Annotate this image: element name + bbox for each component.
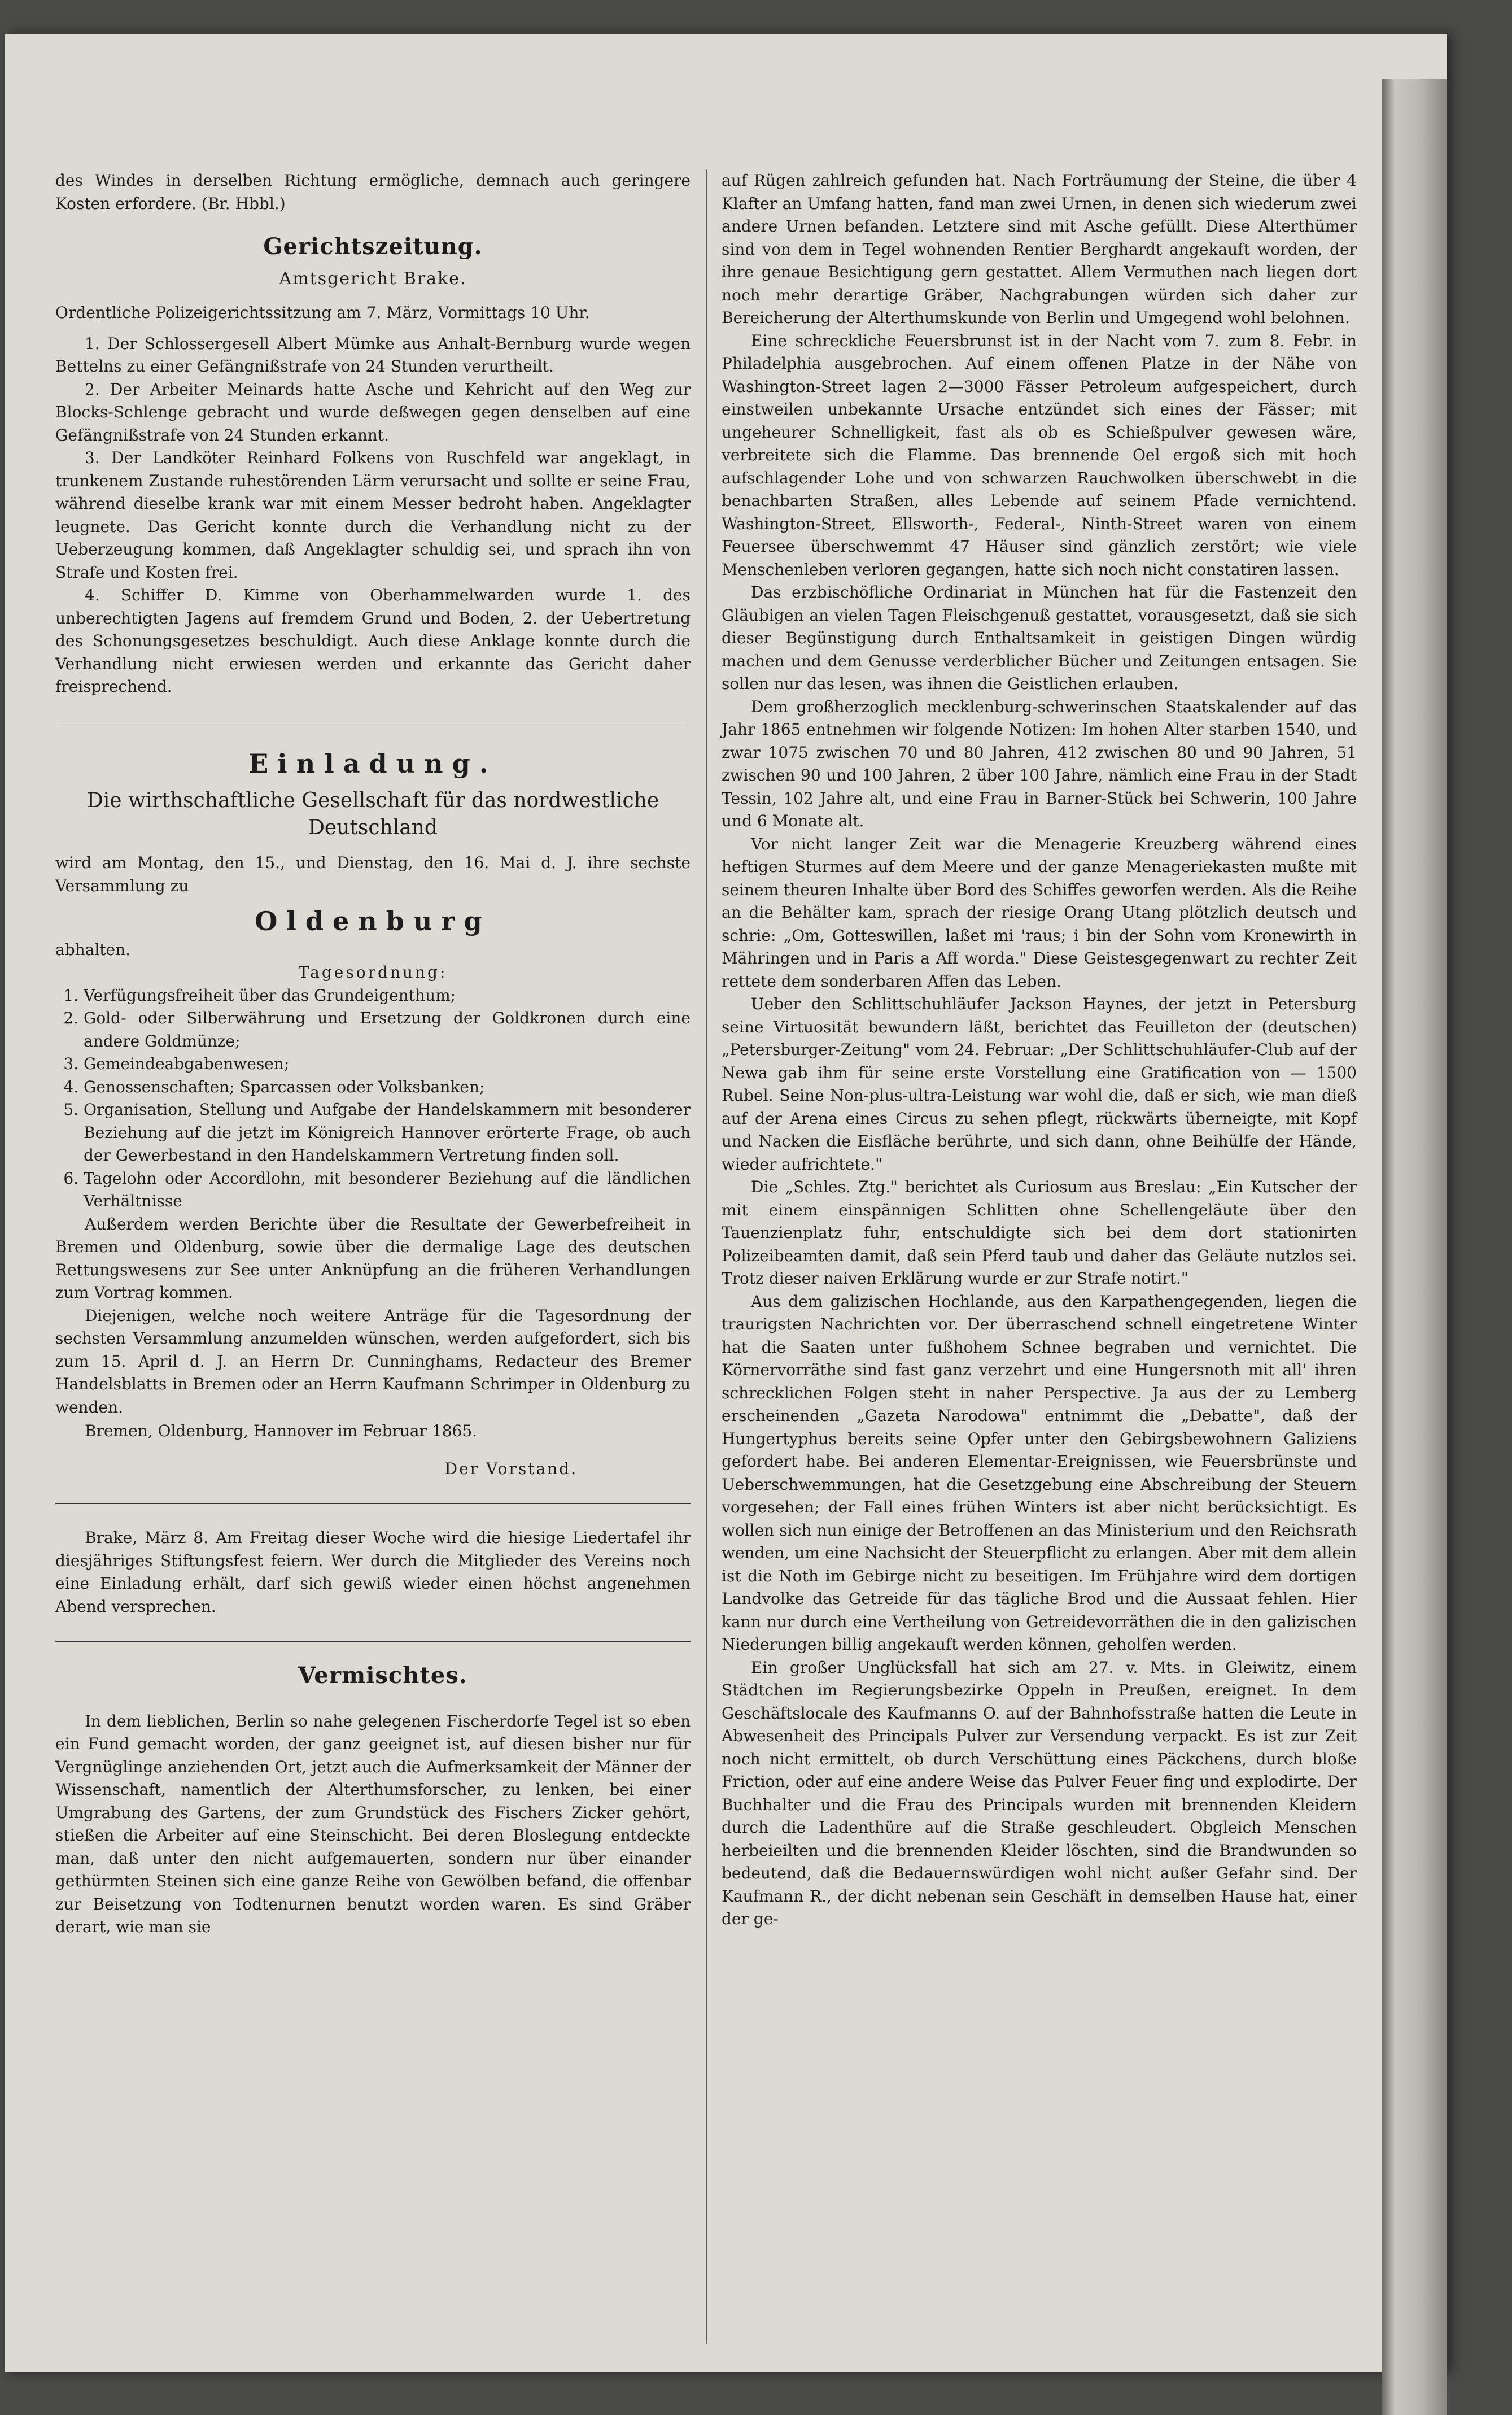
article-paragraph: Ueber den Schlittschuhläufer Jackson Haynes, der jetzt in Petersburg seine Virtuosität bewundern läßt, berichtet das Feuilleton der (deutschen) „Petersburger-Zeitung" vom 24. Februar: „Der Schlittschuhläufer-Club auf der Newa gab ihm für seine erste Vorstellung eine Gratification von — 1500 Rubel. Seine Non-plus-ultra-Leistung war wohl die, daß er sich, wie man dieß auf der Arena eines Circus zu sehen pflegt, rückwärts überneigte, mit Kopf und Nacken die Eisfläche berührte, und sich dann, ohne Beihülfe der Hände, wieder aufrichtete.": [722, 995, 1357, 1174]
court-item: 3. Der Landköter Reinhard Folkens von Ruschfeld war angeklagt, in trunkenem Zustande ruhestörenden Lärm verursacht und sollte er seine Frau, während dieselbe krank war mit einem Messer bedroht haben. Angeklagter leugnete. Das Gericht konnte durch die Verhandlung nicht zu der Ueberzeugung kommen, daß Angeklagter schuldig sei, und sprach ihn von Strafe und Kosten frei.: [55, 448, 691, 582]
court-news-title: Gerichtszeitung.: [263, 233, 483, 260]
article-paragraph: Eine schreckliche Feuersbrunst ist in der Nacht vom 7. zum 8. Febr. in Philadelphia ausgebrochen. Auf einem offenen Platze in der Nähe von Washington-Street lagen 2—3000 Fässer Petroleum aufgespeichert, durch einstweilen unbekannte Ursache entzündet sich eines der Fässer; mit ungeheurer Schnelligkeit, fast als ob es Schießpulver gewesen wäre, verbreitete sich die Flamme. Das brennende Oel ergoß sich mit hoch aufschlagender Lohe und von schwarzen Rauchwolken überschwebt in die benachbarten Straßen, alles Lebende auf seinem Pfade vernichtend. Washington-Street, Ellsworth-, Federal-, Ninth-Street waren von einem Feuersee überschwemmt 47 Häuser sind gänzlich zerstört; wie viele Menschenleben verloren gegangen, hatte sich noch nicht constatiren lassen.: [722, 331, 1357, 579]
brake-note: Brake, März 8. Am Freitag dieser Woche wird die hiesige Liedertafel ihr diesjähriges Stiftungsfest feiern. Wer durch die Mitglieder des Vereins noch eine Einladung erhält, darf sich gewiß wieder einen höchst angenehmen Abend versprechen.: [55, 1528, 691, 1616]
court-session: Ordentliche Polizeigerichtssitzung am 7. März, Vormittags 10 Uhr.: [55, 303, 590, 322]
agenda-item: 2. Gold- oder Silberwährung und Ersetzung der Goldkronen durch eine andere Goldmünze;: [84, 1007, 691, 1053]
invitation-society: Die wirthschaftliche Gesellschaft für das nordwestliche Deutschland: [86, 789, 659, 839]
article-paragraph: Aus dem galizischen Hochlande, aus den Karpathengegenden, liegen die traurigsten Nachrichten vor. Der überraschend schnell eingetretene Winter hat die Saaten unter fußhohem Schnee begraben und vernichtet. Die Körnervorräthe sind fast ganz verzehrt und eine Hungersnoth mit all' ihren schrecklichen Folgen steht in naher Perspective. Ja aus der zu Lemberg erscheinenden „Gazeta Narodowa" entnimmt die „Debatte", daß der Hungertyphus bereits seine Opfer unter den Gebirgsbewohnern Galiziens gefordert habe. Bei anderen Elementar-Ereignissen, wie Feuersbrünste und Ueberschwemmungen, hat die Gesetzgebung eine Abschreibung der Steuern vorgesehen; der Fall eines frühen Winters ist aber nicht berücksichtigt. Es wollen sich nun einige der Betroffenen an das Ministerium und den Reichsrath wenden, um eine Nachsicht der Steuerpflicht zu erlangen. Aber mit dem allein ist die Noth im Gebirge nicht zu beseitigen. Im Frühjahre wird dem dortigen Landvolke das Getreide für das tägliche Brod und die Aussaat fehlen. Hier kann nur durch eine Vertheilung von Getreidevorräthen die in den galizischen Niederungen billig angekauft werden können, geholfen werden.: [722, 1292, 1357, 1654]
article-paragraph: Vor nicht langer Zeit war die Menagerie Kreuzberg während eines heftigen Sturmes auf dem Meere und der ganze Menageriekasten mußte mit seinem theuren Inhalte über Bord des Schiffes geworfen werden. Als die Reihe an die Behälter kam, sprach der riesige Orang Utang plötzlich deutsch und schrie: „Om, Gotteswillen, laßet mi 'raus; i bin der Sohn vom Kronewirth in Mähringen und in Paris a Aff worda." Diese Geistesgegenwart zu rechter Zeit rettete dem sonderbaren Affen das Leben.: [722, 834, 1357, 991]
court-item: 4. Schiffer D. Kimme von Oberhammelwarden wurde 1. des unberechtigten Jagens auf fremdem Grund und Boden, 2. der Uebertretung des Schonungsgesetzes beschuldigt. Auch diese Anklage konnte durch die Verhandlung nicht erwiesen werden und erkannte das Gericht daher freisprechend.: [55, 586, 691, 696]
right-column: [722, 169, 1357, 1931]
intro-text: des Windes in derselben Richtung ermögliche, demnach auch geringere Kosten erfordere. (Br. Hbbl.): [55, 171, 691, 213]
agenda-item: 6. Tagelohn oder Accordlohn, mit besonderer Beziehung auf die ländlichen Verhältnisse: [84, 1167, 691, 1213]
court-subtitle: Amtsgericht Brake.: [279, 268, 467, 289]
invitation-city: Oldenburg: [255, 906, 491, 936]
section-rule: [55, 725, 691, 726]
page-edge: [1382, 79, 1447, 2415]
article-paragraph: auf Rügen zahlreich gefunden hat. Nach Forträumung der Steine, die über 4 Klafter an Umfang hatten, fand man zwei Urnen, in denen sich wiederum zwei andere Urnen befanden. Letztere sind mit Asche gefüllt. Diese Alterthümer sind von dem in Tegel wohnenden Rentier Berghardt angekauft worden, der ihre genaue Besichtigung gern gestattet. Allem Vermuthen nach liegen dort noch mehr derartige Gräber, Nachgrabungen würden sich daher zur Bereicherung der Alterthumskunde von Berlin und Umgegend wohl belohnen.: [722, 171, 1357, 327]
article-paragraph: Das erzbischöfliche Ordinariat in München hat für die Fastenzeit den Gläubigen an vielen Tagen Fleischgenuß gestattet, vorausgesetzt, daß sie sich dieser Begünstigung durch Enthaltsamkeit in geistigen Dingen würdig machen und dem Genusse verderblicher Bücher und Zeitungen entsagen. Sie sollen nur das lesen, was ihnen die Geistlichen erlauben.: [722, 583, 1357, 693]
misc-title: Vermischtes.: [298, 1662, 467, 1689]
invitation-held: abhalten.: [55, 940, 131, 959]
invitation-title: Einladung.: [248, 748, 497, 779]
column-divider: [706, 169, 707, 2344]
invitation-paragraph: Diejenigen, welche noch weitere Anträge für die Tagesordnung der sechsten Versammlung anzumelden wünschen, werden aufgefordert, sich bis zum 15. April d. J. an Herrn Dr. Cunninghams, Redacteur des Bremer Handelsblatts in Bremen oder an Herrn Kaufmann Schrimper in Oldenburg zu wenden.: [55, 1306, 691, 1416]
newspaper-page: [5, 34, 1447, 2372]
agenda-item: 3. Gemeindeabgabenwesen;: [84, 1053, 691, 1076]
section-rule: [55, 1503, 691, 1504]
misc-paragraph: In dem lieblichen, Berlin so nahe gelegenen Fischerdorfe Tegel ist so eben ein Fund gemacht worden, der ganz geeignet ist, auf diesen bisher nur für Vergnüglinge anziehenden Ort, jetzt auch die Aufmerksamkeit der Männer der Wissenschaft, namentlich der Alterthumsforscher, zu lenken, bei einer Umgrabung des Gartens, der zum Grundstück des Fischers Zicker gehört, stießen die Arbeiter auf eine Steinschicht. Bei deren Bloslegung entdeckte man, daß unter den nicht aufgemauerten, sondern nur über einander gethürmten Steinen sich eine ganze Reihe von Gewölben befand, die offenbar zur Beisetzung von Todtenurnen benutzt worden waren. Es sind Gräber derart, wie man sie: [55, 1711, 691, 1936]
article-paragraph: Dem großherzoglich mecklenburg-schwerinschen Staatskalender auf das Jahr 1865 entnehmen wir folgende Notizen: Im hohen Alter starben 1540, und zwar 1075 zwischen 70 und 80 Jahren, 412 zwischen 80 und 90 Jahren, 51 zwischen 90 und 100 Jahren, 2 über 100 Jahre, nämlich eine Frau in der Stadt Tessin, 102 Jahre alt, und eine Frau in Barner-Stück bei Schwerin, 100 Jahre und 6 Monate alt.: [722, 697, 1357, 830]
invitation-when: wird am Montag, den 15., und Dienstag, den 16. Mai d. J. ihre sechste Versammlung zu: [55, 853, 691, 895]
agenda-item: 1. Verfügungsfreiheit über das Grundeigenthum;: [84, 984, 691, 1008]
invitation-signature: Der Vorstand.: [444, 1459, 578, 1478]
section-rule: [55, 1641, 691, 1642]
invitation-paragraph: Außerdem werden Berichte über die Resultate der Gewerbefreiheit in Bremen und Oldenburg, sowie über die dermalige Lage des deutschen Rettungswesens zur See unter Anknüpfung an die früheren Verhandlungen zum Vortrag kommen.: [55, 1214, 691, 1302]
left-column: [55, 169, 691, 1939]
agenda-list: [55, 984, 691, 1213]
invitation-date: Bremen, Oldenburg, Hannover im Februar 1865.: [85, 1422, 478, 1440]
agenda-item: 5. Organisation, Stellung und Aufgabe der Handelskammern mit besonderer Beziehung auf die jetzt im Königreich Hannover erörterte Frage, ob auch der Gewerbestand in den Handelskammern Vertretung finden soll.: [84, 1098, 691, 1167]
court-item: 1. Der Schlossergesell Albert Mümke aus Anhalt-Bernburg wurde wegen Bettelns zu einer Gefängnißstrafe von 24 Stunden verurtheilt.: [55, 334, 691, 376]
article-paragraph: Ein großer Unglücksfall hat sich am 27. v. Mts. in Gleiwitz, einem Städtchen im Regierungsbezirke Oppeln in Preußen, ereignet. In dem Geschäftslocale des Kaufmanns O. auf der Bahnhofsstraße hatten die Leute in Abwesenheit des Principals Pulver zur Versendung verpackt. Es ist zur Zeit noch nicht ermittelt, ob durch Verschüttung eines Päckchens, durch bloße Friction, oder auf eine andere Weise das Pulver Feuer fing und explodirte. Der Buchhalter und die Frau des Principals wurden mit brennenden Kleidern durch die Ladenthüre auf die Straße geschleudert. Obgleich Menschen herbeieilten und die brennenden Kleider löschten, sind die Brandwunden so bedeutend, daß die Bedauernswürdigen wohl nicht außer Gefahr sind. Der Kaufmann R., der dicht nebenan sein Geschäft in demselben Hause hat, einer der ge-: [722, 1658, 1357, 1928]
agenda-item: 4. Genossenschaften; Sparcassen oder Volksbanken;: [84, 1076, 691, 1099]
agenda-label: Tagesordnung:: [298, 963, 448, 982]
court-item: 2. Der Arbeiter Meinards hatte Asche und Kehricht auf den Weg zur Blocks-Schlenge gebracht und wurde deßwegen gegen denselben auf eine Gefängnißstrafe von 24 Stunden erkannt.: [55, 380, 691, 444]
article-paragraph: Die „Schles. Ztg." berichtet als Curiosum aus Breslau: „Ein Kutscher der mit einem einspännigen Schlitten ohne Schellengeläute über den Tauenzienplatz fuhr, entschuldigte sich bei dem dort stationirten Polizeibeamten damit, daß sein Pferd taub und daher das Geläute nutzlos sei. Trotz dieser naiven Erklärung wurde er zur Strafe notirt.": [722, 1178, 1357, 1288]
